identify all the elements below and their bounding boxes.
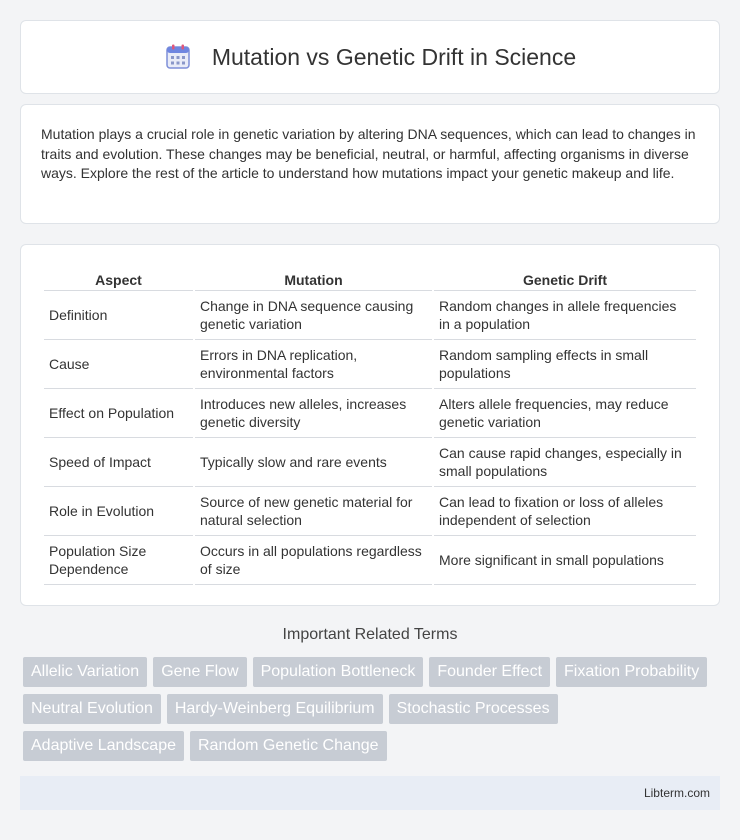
term-tag[interactable]: Hardy-Weinberg Equilibrium [167,694,383,724]
related-terms-section [20,626,720,761]
table-row [44,487,696,536]
term-tag[interactable]: Adaptive Landscape [23,731,184,761]
related-terms-heading: Important Related Terms [282,626,458,643]
term-tag[interactable]: Fixation Probability [556,657,707,687]
row-genetic-drift: Alters allele frequencies, may reduce genetic variation [434,389,696,438]
term-tag[interactable]: Random Genetic Change [190,731,387,761]
row-aspect: Population Size Dependence [44,536,193,585]
term-tag[interactable]: Population Bottleneck [253,657,424,687]
row-aspect: Role in Evolution [44,487,193,536]
term-tag[interactable]: Founder Effect [429,657,550,687]
row-mutation: Change in DNA sequence causing genetic variation [195,291,432,340]
table-row [44,389,696,438]
header-aspect: Aspect [44,265,193,291]
row-aspect: Effect on Population [44,389,193,438]
row-genetic-drift: Can lead to fixation or loss of alleles independent of selection [434,487,696,536]
comparison-table [42,265,698,585]
intro-card [20,104,720,224]
related-terms-list [20,657,720,761]
row-mutation: Typically slow and rare events [195,438,432,487]
header-mutation: Mutation [195,265,432,291]
page-footer [20,776,720,810]
term-tag[interactable]: Neutral Evolution [23,694,161,724]
footer-site-link[interactable]: Libterm.com [643,786,710,800]
row-aspect: Speed of Impact [44,438,193,487]
table-row [44,438,696,487]
page-header [20,20,720,94]
row-aspect: Definition [44,291,193,340]
intro-text: Mutation plays a crucial role in genetic variation by altering DNA sequences, which can lead to changes in traits and evolution. These changes may be beneficial, neutral, or harmful, affecting organisms in diverse ways. Explore the rest of the article to understand how mutations impact your genetic makeup and life. [41,126,696,181]
comparison-card [20,244,720,606]
calendar-icon [164,43,192,71]
row-genetic-drift: Can cause rapid changes, especially in small populations [434,438,696,487]
row-genetic-drift: Random sampling effects in small populations [434,340,696,389]
term-tag[interactable]: Stochastic Processes [389,694,558,724]
table-header-row [44,265,696,291]
table-row [44,291,696,340]
page-title: Mutation vs Genetic Drift in Science [211,43,577,70]
row-mutation: Source of new genetic material for natural selection [195,487,432,536]
header-genetic-drift: Genetic Drift [434,265,696,291]
row-aspect: Cause [44,340,193,389]
row-genetic-drift: Random changes in allele frequencies in a population [434,291,696,340]
row-mutation: Introduces new alleles, increases genetic diversity [195,389,432,438]
row-genetic-drift: More significant in small populations [434,536,696,585]
table-row [44,340,696,389]
row-mutation: Occurs in all populations regardless of size [195,536,432,585]
term-tag[interactable]: Allelic Variation [23,657,147,687]
row-mutation: Errors in DNA replication, environmental factors [195,340,432,389]
table-row [44,536,696,585]
term-tag[interactable]: Gene Flow [153,657,246,687]
